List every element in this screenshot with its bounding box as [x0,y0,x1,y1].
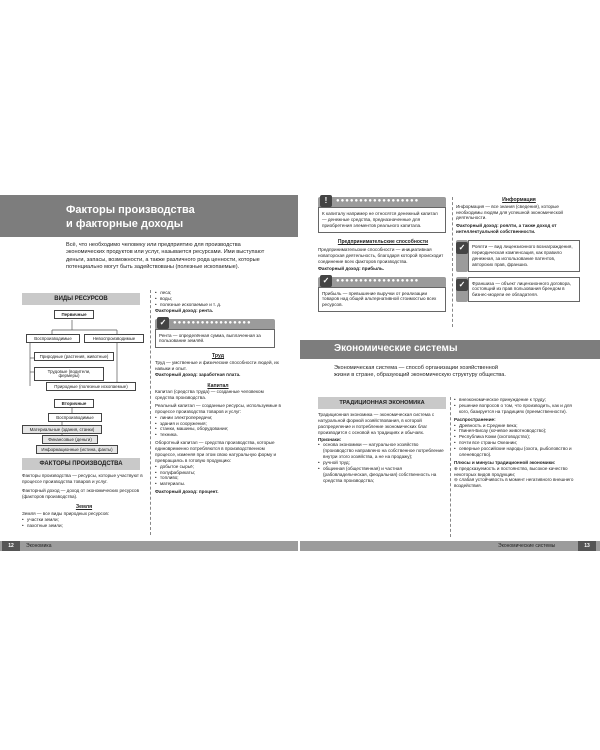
intro-text: Всё, что необходимо человеку или предприятию для производства экономических продуктов или услуг, называется ресурсами. Ими выступают деньги, запасы, возможности, а также различного рода ценности, которые потенциально могут быть задействованы (полезные ископаемые). [66,242,265,270]
left-footer-label: Экономика [26,543,52,549]
systems-title: Экономические системы [334,343,458,354]
list-item: • общинная (общественная) и частная (рабовладельческая, феодальная) собственность на средства производства; [323,466,446,484]
right-column-2 [456,197,582,302]
left-page-number: 12 [2,541,20,551]
profit-card [318,277,446,313]
signs-label: Признаки: [318,436,342,442]
entrepreneur-income: Факторный доход: прибыль. [318,265,385,271]
pros-label: Плюсы и минусы традиционной экономики: [454,459,556,465]
list-item: • внеэкономическое принуждение к труду; [459,397,582,403]
royalty-card-text: Роялти — вид лицензионного вознаграждения, периодическая компенсация, как правило денежная, за использование патентов, авторских прав, франшиз. [468,240,580,272]
page-title-line2: и факторные доходы [66,218,184,230]
info-heading: Информация [502,197,536,203]
list-item: • топливо; [160,475,281,481]
check-icon: ✓ [320,275,332,287]
right-page-number: 13 [578,541,596,551]
cons-item: ⊖ слабая устойчивость в момент негативного внешнего воздействия. [454,477,574,489]
factor-income-text: Факторный доход — доход от экономических ресурсов (факторов производства). [22,487,140,499]
page-title-line1: Факторы производства [66,204,195,216]
list-item: • добытое сырьё; [160,464,281,470]
list-item: • здания и сооружения; [160,421,281,427]
royalty-card [456,240,580,272]
real-capital-text: Реальный капитал — созданные ресурсы, используемые в процессе производства товаров и услуг: [155,402,281,414]
land-text: Земля — все виды природных ресурсов: [22,511,110,517]
list-item: • Древность и Средние века; [459,423,582,429]
right-column-3 [318,397,446,484]
list-item: • станки, машины, оборудование; [160,426,281,432]
card-dots: ●●●●●●●●●●●●●●●●●● [336,198,420,204]
left-page [0,0,298,750]
column-divider [452,197,453,327]
right-column-4 [454,397,582,489]
entrepreneur-heading: Предпринимательские способности [337,238,429,245]
labor-text: Труд — умственные и физические способности людей, их навыки и опыт. [155,359,279,371]
diagram-reproducible: Воспроизводимые [26,334,80,343]
check-icon: ✓ [157,317,169,329]
info-text: Информация — все знания (сведения), которые необходимы людям для успешной экономической деятельности. [456,203,563,221]
right-page [300,0,600,750]
column-divider [450,397,451,537]
systems-definition: Экономическая система — способ организации хозяйственной жизни в стране, образующий экономическую структуру общества. [334,365,506,379]
rent-card-text: Рента — определённая сумма, выплаченная за пользование землёй. [155,329,275,349]
diagram-financial: Финансовые (деньги) [42,435,98,444]
resources-heading: ВИДЫ РЕСУРСОВ [22,293,140,305]
list-item: • техника. [160,432,281,438]
factors-block [22,473,146,529]
info-income: Факторный доход: роялти, а также доход от интеллектуальной собственности. [456,223,557,235]
spread-list [454,423,582,458]
left-column-2 [155,290,281,495]
diagram-informational: Информационные (истина, факты) [36,445,118,454]
list-item: • пахотные земли; [27,523,146,529]
diagram-material: Материальные (здания, станки) [22,425,102,434]
rent-income: Факторный доход: рента. [155,307,214,313]
land-heading: Земля [75,503,93,510]
real-capital-list [155,415,281,439]
list-item: • основа экономики — натуральное хозяйство (производство направлено на собственное потребление внутри этого хозяйства, а не на продажу); [323,442,446,460]
land-list-continued [155,290,281,308]
list-item: • полезные ископаемые и т. д. [160,302,281,308]
capital-income: Факторный доход: процент. [155,489,219,495]
list-item: • линии электропередачи; [160,415,281,421]
page-title-bar [0,195,298,237]
capital-note-card [318,197,446,233]
diagram-labor: Трудовые (водители, фермеры) [34,367,104,381]
signs-list-continued [454,397,582,415]
card-dots: ●●●●●●●●●●●●●●●●●● [336,277,420,284]
check-icon: ✓ [456,279,468,291]
capital-heading: Капитал [207,382,229,389]
list-item: • решение вопросов о том, что производить, как и для кого, базируется на традициях (преемственности). [459,403,582,415]
list-item: • Республика Коми (скотоводство); [459,434,582,440]
list-item: • леса; [160,290,281,296]
list-item: • северные российские народы (охота, рыболовство и оленеводство). [459,446,582,458]
exclamation-icon: ! [320,195,332,207]
diagram-reproducible-secondary: Воспроизводимые [48,413,102,422]
franchise-card [456,277,580,303]
diagram-natural-minerals: Природные (полезные ископаемые) [46,382,136,391]
resources-diagram [22,308,152,453]
profit-card-text: Прибыль — превышение выручки от реализации товаров над общей альтернативной стоимостью всех ресурсов. [318,287,446,313]
traditional-text: Традиционная экономика — экономическая система с натуральной формой хозяйствования, в которой распределение и потребление экономических благ производится с основой на традициях и обычаях. [318,412,435,435]
factors-heading: ФАКТОРЫ ПРОИЗВОДСТВА [22,458,140,470]
factors-text: Факторы производства — ресурсы, которые участвуют в процессе производства товаров и услуг. [22,473,143,484]
spread-label: Распространение: [454,416,496,422]
list-item: • Гвинея-Бисау (кочевое животноводство); [459,428,582,434]
capital-note-text: К капиталу например не относятся денежный капитал — денежные средства, предназначенные для приобретения элементов реального капитала. [318,207,446,233]
list-item: • ручной труд; [323,460,446,466]
column-divider [150,290,151,535]
labor-heading: Труд [211,353,225,360]
right-column-1 [318,197,448,312]
land-list [22,517,146,529]
page-title [66,203,195,231]
signs-list [318,442,446,483]
rent-card [155,319,275,349]
list-item: • воды; [160,296,281,302]
labor-income: Факторный доход: заработная плата. [155,371,241,377]
card-dots: ●●●●●●●●●●●●●●●●● [173,319,252,326]
list-item: • почти все страны Океании; [459,440,582,446]
diagram-nonreproducible: Невоспроизводимые [84,334,144,343]
check-icon: ✓ [456,242,468,254]
entrepreneur-text: Предпринимательские способности — инициативная новаторская деятельность, благодаря которой происходит соединение всех факторов производства. [318,247,444,264]
right-footer-label: Экономические системы [498,543,556,549]
list-item: • материалы. [160,481,281,487]
diagram-natural-plants: Природные (растения, животные) [34,352,114,361]
systems-title-bar [300,340,600,359]
working-capital-text: Оборотный капитал — средства производства, которые единовременно потребляются в производственном процессе, изменяя при этом свою натуральную форму и превращаясь в готовую продукцию: [155,440,277,463]
capital-text: Капитал (средства труда) — созданные человеком средства производства. [155,389,264,401]
diagram-secondary: Вторичные [54,399,94,408]
pros-item: ⊕ предсказуемость и постоянство, высокое качество некоторых видов продукции; [454,465,568,477]
list-item: • участки земли; [27,517,146,523]
franchise-card-text: Франшиза — объект лицензионного договора, состоящий из прав пользования брендом в бизнес-модели ее обладателя. [468,277,580,303]
working-capital-list [155,464,281,488]
list-item: • полуфабрикаты; [160,470,281,476]
traditional-heading: ТРАДИЦИОННАЯ ЭКОНОМИКА [318,397,446,409]
diagram-primary: Первичные [54,310,94,319]
